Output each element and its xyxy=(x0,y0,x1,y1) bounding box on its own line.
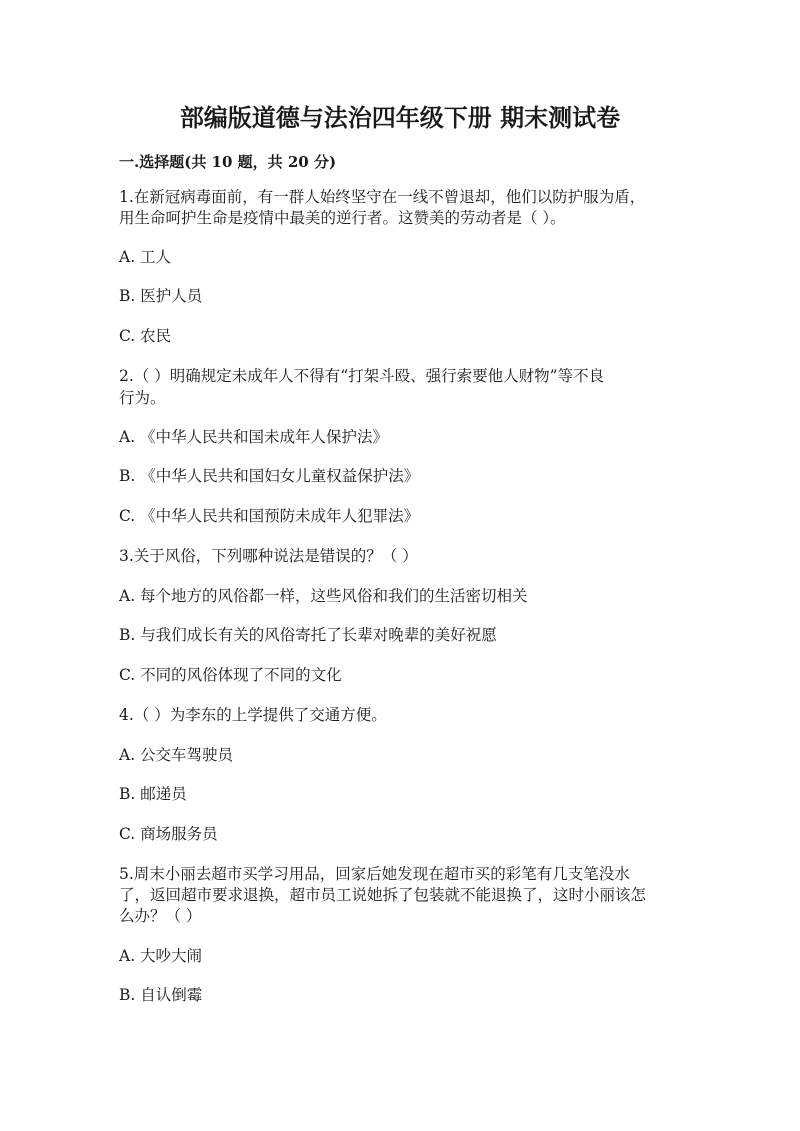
question-5-stem-line-1: 5.周末小丽去超市买学习用品，回家后她发现在超市买的彩笔有几支笔没水 xyxy=(119,865,630,883)
question-5-option-b: B. 自认倒霉 xyxy=(119,986,203,1004)
question-3-option-b: B. 与我们成长有关的风俗寄托了长辈对晚辈的美好祝愿 xyxy=(119,626,497,644)
question-2-stem-line-1: 2.（ ）明确规定未成年人不得有“打架斗殴、强行索要他人财物”等不良 xyxy=(119,367,605,385)
section-heading: 一.选择题(共 10 题，共 20 分) xyxy=(119,153,337,171)
question-5-option-a: A. 大吵大闹 xyxy=(119,947,203,965)
question-2-option-b: B. 《中华人民共和国妇女儿童权益保护法》 xyxy=(119,467,420,485)
question-4-option-c: C. 商场服务员 xyxy=(119,825,218,843)
question-1-stem-line-1: 1.在新冠病毒面前，有一群人始终坚守在一线不曾退却，他们以防护服为盾， xyxy=(119,188,646,206)
question-1-stem-line-2: 用生命呵护生命是疫情中最美的逆行者。这赞美的劳动者是（ ）。 xyxy=(119,209,566,227)
question-2-option-c: C. 《中华人民共和国预防未成年人犯罪法》 xyxy=(119,507,420,525)
question-2-option-a: A. 《中华人民共和国未成年人保护法》 xyxy=(119,428,389,446)
question-3-option-c: C. 不同的风俗体现了不同的文化 xyxy=(119,666,342,684)
question-2-stem-line-2: 行为。 xyxy=(119,389,166,407)
page-title: 部编版道德与法治四年级下册 期末测试卷 xyxy=(179,103,621,132)
question-3-option-a: A. 每个地方的风俗都一样，这些风俗和我们的生活密切相关 xyxy=(119,587,528,605)
question-4-option-a: A. 公交车驾驶员 xyxy=(119,746,234,764)
question-1-option-a: A. 工人 xyxy=(119,248,172,266)
question-4-stem-line-1: 4.（ ）为李东的上学提供了交通方便。 xyxy=(119,706,387,724)
question-3-stem-line-1: 3.关于风俗，下列哪种说法是错误的？（ ） xyxy=(119,547,418,565)
question-5-stem-line-3: 么办？（ ） xyxy=(119,907,202,925)
question-4-option-b: B. 邮递员 xyxy=(119,785,187,803)
question-5-stem-line-2: 了，返回超市要求退换，超市员工说她拆了包装就不能退换了，这时小丽该怎 xyxy=(119,886,647,904)
question-1-option-b: B. 医护人员 xyxy=(119,287,203,305)
question-1-option-c: C. 农民 xyxy=(119,327,172,345)
